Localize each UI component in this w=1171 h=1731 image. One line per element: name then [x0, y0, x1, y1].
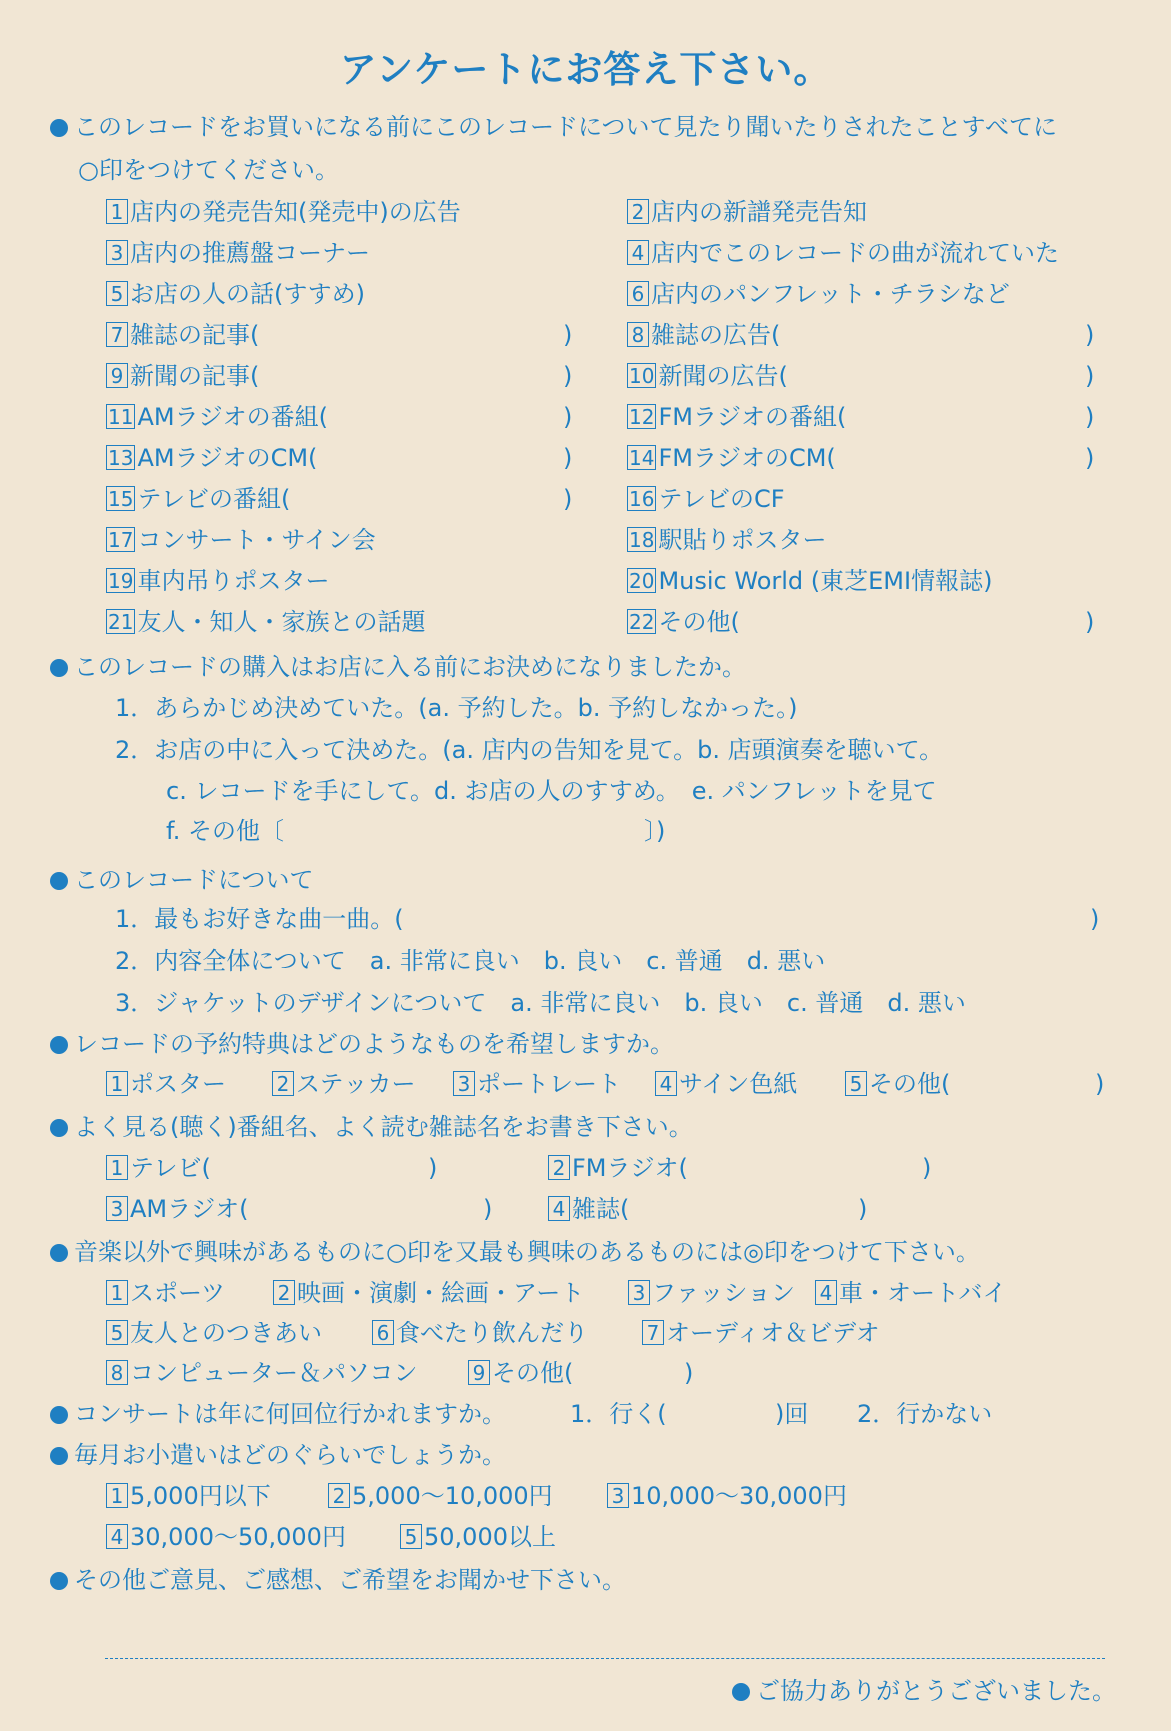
- option-number-box[interactable]: 22: [629, 610, 655, 634]
- question-3: [50, 865, 314, 895]
- option-number-box[interactable]: 17: [108, 528, 134, 552]
- option-label: 車・オートバイ: [839, 1279, 1007, 1307]
- q6-option-1[interactable]: [106, 1278, 225, 1308]
- option-label: 新聞の記事(: [130, 362, 260, 390]
- option-label: ファッション: [652, 1279, 796, 1307]
- option-number-box[interactable]: 7: [106, 322, 128, 347]
- option-label: 友人・知人・家族との話題: [137, 608, 426, 636]
- q8-option-2[interactable]: [328, 1481, 553, 1511]
- option-label: その他(: [658, 608, 740, 636]
- option-label: ステッカー: [296, 1070, 416, 1098]
- option-label: コンピューター＆パソコン: [130, 1359, 418, 1387]
- option-number-box[interactable]: 2: [272, 1071, 294, 1096]
- option-label: 30,000～50,000円: [130, 1523, 346, 1551]
- option-label: スポーツ: [130, 1279, 226, 1307]
- question-1-text: このレコードをお買いになる前にこのレコードについて見たり聞いたりされたことすべてに: [74, 113, 1058, 141]
- option-label: FMラジオのCM(: [658, 444, 836, 472]
- option-label: 店内でこのレコードの曲が流れていた: [651, 239, 1059, 267]
- option-label: 駅貼りポスター: [658, 526, 827, 554]
- q3-jacket-rating[interactable]: 3．ジャケットのデザインについて a. 非常に良い b. 良い c. 普通 d. 悪い: [115, 989, 966, 1017]
- option-number-box[interactable]: 5: [106, 1320, 128, 1345]
- q1-option-16[interactable]: [627, 484, 785, 514]
- option-label: 店内の推薦盤コーナー: [130, 239, 370, 267]
- q1-option-15[interactable]: [106, 484, 290, 514]
- option-label: テレビ(: [130, 1154, 211, 1182]
- option-number-box[interactable]: 1: [106, 1280, 128, 1305]
- question-1-instruction: ○印をつけてください。: [78, 156, 339, 184]
- q5-option-2[interactable]: [548, 1153, 688, 1183]
- option-number-box[interactable]: 11: [108, 405, 134, 429]
- q6-option-9[interactable]: [468, 1358, 573, 1388]
- option-number-box[interactable]: 1: [106, 1155, 128, 1180]
- question-7: [50, 1399, 506, 1429]
- option-number-box[interactable]: 9: [106, 363, 128, 388]
- q6-option-3[interactable]: [628, 1278, 795, 1308]
- option-label: Music World (東芝EMI情報誌): [658, 567, 993, 595]
- q1-option-17[interactable]: [106, 525, 376, 555]
- option-label: 店内の発売告知(発売中)の広告: [130, 198, 461, 226]
- q1-option-12[interactable]: [627, 402, 846, 432]
- option-number-box[interactable]: 9: [468, 1360, 490, 1385]
- q1-option-14-close: ): [1085, 444, 1095, 472]
- q1-option-1[interactable]: [106, 197, 461, 227]
- option-number-box[interactable]: 3: [628, 1280, 650, 1305]
- option-number-box[interactable]: 5: [400, 1524, 422, 1549]
- q6-other-close: ): [684, 1359, 694, 1387]
- option-label: 雑誌の広告(: [651, 321, 781, 349]
- option-number-box[interactable]: 12: [629, 405, 655, 429]
- thanks-line: [732, 1676, 1116, 1706]
- option-number-box[interactable]: 4: [106, 1524, 128, 1549]
- option-number-box[interactable]: 8: [627, 322, 649, 347]
- q3-favorite-song[interactable]: 1．最もお好きな曲一曲。(: [115, 905, 404, 933]
- q1-option-15-close: ): [563, 485, 573, 513]
- option-label: AMラジオ(: [130, 1195, 249, 1223]
- option-label: コンサート・サイン会: [137, 526, 376, 554]
- option-number-box[interactable]: 7: [642, 1320, 664, 1345]
- q5-option-3[interactable]: [106, 1194, 249, 1224]
- question-2-text: このレコードの購入はお店に入る前にお決めになりましたか。: [74, 653, 746, 681]
- q1-option-7[interactable]: [106, 320, 259, 350]
- option-number-box[interactable]: 16: [629, 487, 655, 511]
- bullet-icon: [50, 659, 68, 677]
- q1-option-14[interactable]: [627, 443, 836, 473]
- q8-option-1[interactable]: [106, 1481, 271, 1511]
- question-8: [50, 1440, 506, 1470]
- question-1: [50, 112, 1057, 142]
- q1-option-9-close: ): [563, 362, 573, 390]
- q2-answer-2-cont[interactable]: c. レコードを手にして。d. お店の人のすすめ。 e. パンフレットを見て: [166, 777, 937, 805]
- option-number-box[interactable]: 4: [815, 1280, 837, 1305]
- q4-option-1[interactable]: [106, 1069, 226, 1099]
- option-number-box[interactable]: 4: [655, 1071, 677, 1096]
- q8-option-4[interactable]: [106, 1522, 346, 1552]
- option-number-box[interactable]: 2: [627, 199, 649, 224]
- q5-option-1-close: ): [428, 1154, 438, 1182]
- question-9-text: その他ご意見、ご感想、ご希望をお聞かせ下さい。: [74, 1566, 626, 1594]
- q1-option-13-close: ): [563, 444, 573, 472]
- q1-option-12-close: ): [1085, 403, 1095, 431]
- q7-answer-go-count: )回: [775, 1400, 809, 1428]
- option-label: 友人とのつきあい: [130, 1319, 322, 1347]
- bullet-icon: [50, 1244, 68, 1262]
- option-label: 車内吊りポスター: [137, 567, 330, 595]
- q1-option-10[interactable]: [627, 361, 788, 391]
- q1-option-19[interactable]: [106, 566, 329, 596]
- option-label: 新聞の広告(: [658, 362, 788, 390]
- q8-option-3[interactable]: [607, 1481, 847, 1511]
- option-number-box[interactable]: 21: [108, 610, 134, 634]
- option-number-box[interactable]: 6: [627, 281, 649, 306]
- question-9: [50, 1565, 626, 1595]
- option-label: FMラジオ(: [572, 1154, 688, 1182]
- q1-option-11[interactable]: [106, 402, 328, 432]
- option-label: その他(: [869, 1070, 951, 1098]
- q7-answer-go[interactable]: 1．行く(: [570, 1400, 667, 1428]
- option-label: お店の人の話(すすめ): [130, 280, 365, 308]
- option-label: 店内の新譜発売告知: [651, 198, 867, 226]
- bullet-icon: [50, 1036, 68, 1054]
- bullet-icon: [50, 1447, 68, 1465]
- question-6: [50, 1237, 980, 1267]
- q5-option-1[interactable]: [106, 1153, 211, 1183]
- option-label: その他(: [492, 1359, 574, 1387]
- option-label: テレビのCF: [658, 485, 785, 513]
- q1-option-13[interactable]: [106, 443, 317, 473]
- question-6-text: 音楽以外で興味があるものに○印を又最も興味のあるものには◎印をつけて下さい。: [74, 1238, 980, 1266]
- option-label: ポスター: [130, 1070, 226, 1098]
- q1-option-22-close: ): [1085, 608, 1095, 636]
- option-label: サイン色紙: [679, 1070, 798, 1098]
- option-number-box[interactable]: 18: [629, 528, 655, 552]
- option-label: 雑誌(: [572, 1195, 630, 1223]
- q2-answer-2[interactable]: 2．お店の中に入って決めた。(a. 店内の告知を見て。b. 店頭演奏を聴いて。: [115, 736, 944, 764]
- option-label: 映画・演劇・絵画・アート: [297, 1279, 585, 1307]
- option-number-box[interactable]: 2: [548, 1155, 570, 1180]
- option-label: テレビの番組(: [137, 485, 291, 513]
- option-label: 食べたり飲んだり: [396, 1319, 588, 1347]
- option-label: 5,000～10,000円: [352, 1482, 553, 1510]
- option-label: 10,000～30,000円: [631, 1482, 847, 1510]
- comments-area[interactable]: [60, 1605, 1120, 1645]
- bullet-icon: [50, 872, 68, 890]
- option-number-box[interactable]: 13: [108, 446, 134, 470]
- q5-option-4-close: ): [858, 1195, 868, 1223]
- bullet-icon: [50, 1406, 68, 1424]
- option-number-box[interactable]: 5: [845, 1071, 867, 1096]
- q1-option-10-close: ): [1085, 362, 1095, 390]
- option-number-box[interactable]: 5: [106, 281, 128, 306]
- option-number-box[interactable]: 10: [629, 364, 655, 388]
- option-number-box[interactable]: 6: [372, 1320, 394, 1345]
- option-number-box[interactable]: 3: [106, 240, 128, 265]
- question-8-text: 毎月お小遣いはどのぐらいでしょうか。: [74, 1441, 506, 1469]
- q1-option-20[interactable]: [627, 566, 992, 596]
- q8-option-5[interactable]: [400, 1522, 556, 1552]
- q2-answer-other[interactable]: f. その他〔: [166, 817, 284, 845]
- q1-option-6[interactable]: [627, 279, 1010, 309]
- question-2: [50, 652, 746, 682]
- q6-option-2[interactable]: [273, 1278, 584, 1308]
- q4-option-2[interactable]: [272, 1069, 416, 1099]
- q6-option-6[interactable]: [372, 1318, 588, 1348]
- option-label: 5,000円以下: [130, 1482, 271, 1510]
- q3-overall-rating[interactable]: 2．内容全体について a. 非常に良い b. 良い c. 普通 d. 悪い: [115, 947, 826, 975]
- option-number-box[interactable]: 4: [548, 1196, 570, 1221]
- bullet-icon: [50, 1572, 68, 1590]
- question-4: [50, 1029, 674, 1059]
- q1-option-8-close: ): [1085, 321, 1095, 349]
- q1-option-22[interactable]: [627, 607, 740, 637]
- q1-option-5[interactable]: [106, 279, 365, 309]
- q4-option-5[interactable]: [845, 1069, 950, 1099]
- q7-answer-no[interactable]: 2．行かない: [857, 1400, 993, 1428]
- q6-option-4[interactable]: [815, 1278, 1007, 1308]
- q2-answer-1[interactable]: 1．あらかじめ決めていた。(a. 予約した。b. 予約しなかった。): [115, 694, 798, 722]
- option-number-box[interactable]: 15: [108, 487, 134, 511]
- question-5-text: よく見る(聴く)番組名、よく読む雑誌名をお書き下さい。: [74, 1113, 693, 1141]
- q5-option-2-close: ): [922, 1154, 932, 1182]
- option-number-box[interactable]: 20: [629, 569, 655, 593]
- q1-option-8[interactable]: [627, 320, 780, 350]
- option-label: AMラジオの番組(: [137, 403, 328, 431]
- bullet-icon: [50, 1119, 68, 1137]
- option-number-box[interactable]: 3: [106, 1196, 128, 1221]
- option-label: FMラジオの番組(: [658, 403, 847, 431]
- option-number-box[interactable]: 19: [108, 569, 134, 593]
- q6-option-5[interactable]: [106, 1318, 322, 1348]
- bullet-icon: [732, 1683, 750, 1701]
- thanks-text: ご協力ありがとうございました。: [756, 1677, 1116, 1705]
- q3-favorite-song-close: ): [1090, 905, 1100, 933]
- q4-other-close: ): [1095, 1070, 1105, 1098]
- option-label: オーディオ＆ビデオ: [666, 1319, 880, 1347]
- q5-option-3-close: ): [483, 1195, 493, 1223]
- q6-option-8[interactable]: [106, 1358, 418, 1388]
- bullet-icon: [50, 119, 68, 137]
- question-4-text: レコードの予約特典はどのようなものを希望しますか。: [74, 1030, 674, 1058]
- q4-option-4[interactable]: [655, 1069, 797, 1099]
- option-number-box[interactable]: 1: [106, 1483, 128, 1508]
- q1-option-21[interactable]: [106, 607, 425, 637]
- question-7-text: コンサートは年に何回位行かれますか。: [74, 1400, 506, 1428]
- q5-option-4[interactable]: [548, 1194, 629, 1224]
- option-label: 50,000以上: [424, 1523, 556, 1551]
- option-label: AMラジオのCM(: [137, 444, 318, 472]
- q1-option-11-close: ): [563, 403, 573, 431]
- option-number-box[interactable]: 2: [328, 1483, 350, 1508]
- option-number-box[interactable]: 1: [106, 199, 128, 224]
- q1-option-9[interactable]: [106, 361, 259, 391]
- cut-line: [105, 1658, 1105, 1659]
- page-title: アンケートにお答え下さい。: [339, 48, 832, 91]
- option-number-box[interactable]: 3: [607, 1483, 629, 1508]
- option-label: ポートレート: [477, 1070, 621, 1098]
- q1-option-2[interactable]: [627, 197, 867, 227]
- option-number-box[interactable]: 2: [273, 1280, 295, 1305]
- option-label: 店内のパンフレット・チラシなど: [651, 280, 1010, 308]
- q1-option-3[interactable]: [106, 238, 370, 268]
- question-5: [50, 1112, 693, 1142]
- option-number-box[interactable]: 1: [106, 1071, 128, 1096]
- q1-option-4[interactable]: [627, 238, 1059, 268]
- option-number-box[interactable]: 3: [453, 1071, 475, 1096]
- question-3-text: このレコードについて: [74, 866, 314, 894]
- option-number-box[interactable]: 8: [106, 1360, 128, 1385]
- option-number-box[interactable]: 4: [627, 240, 649, 265]
- q1-option-18[interactable]: [627, 525, 826, 555]
- q1-option-7-close: ): [563, 321, 573, 349]
- option-label: 雑誌の記事(: [130, 321, 260, 349]
- q2-answer-other-close: 〕): [644, 817, 666, 845]
- q4-option-3[interactable]: [453, 1069, 621, 1099]
- option-number-box[interactable]: 14: [629, 446, 655, 470]
- q6-option-7[interactable]: [642, 1318, 880, 1348]
